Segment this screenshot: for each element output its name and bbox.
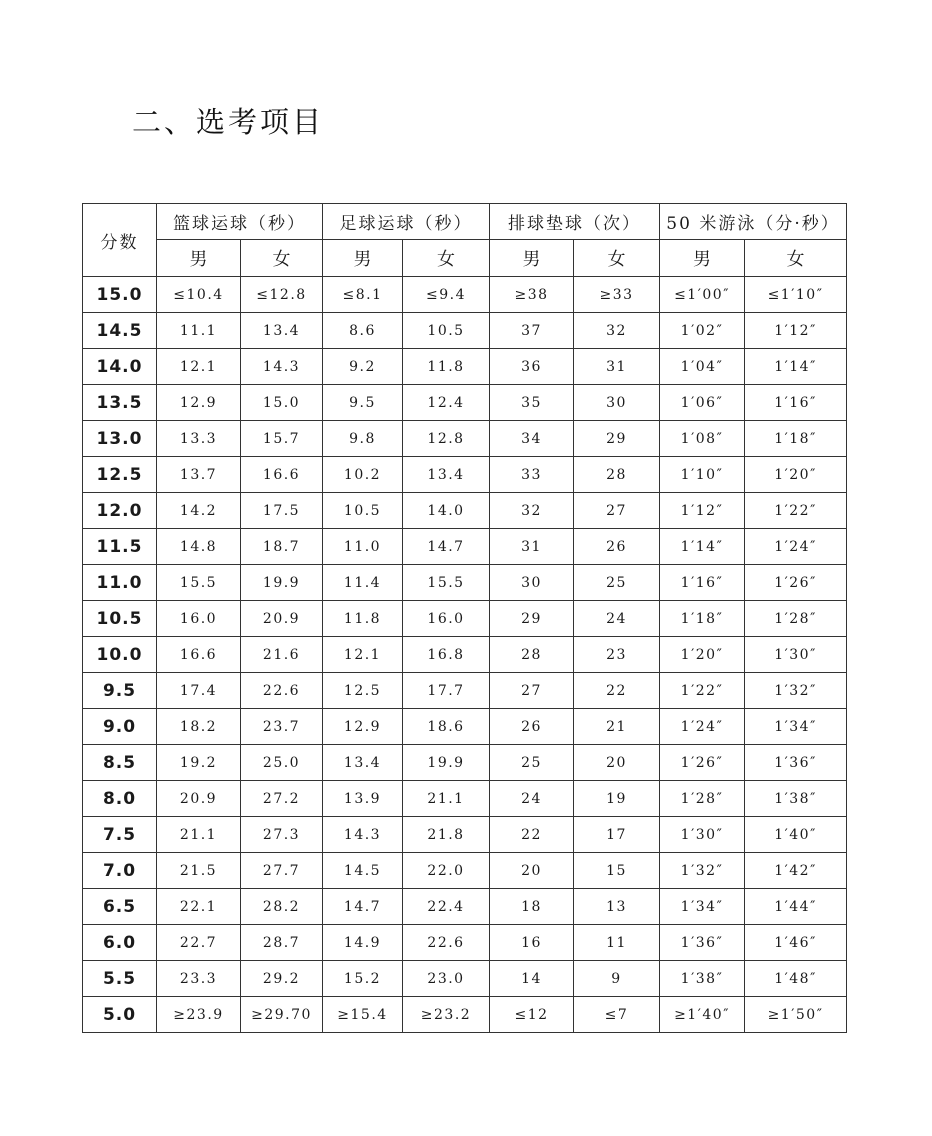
score-cell: 8.5 (83, 745, 157, 781)
value-cell: 12.4 (403, 385, 490, 421)
score-cell: 9.5 (83, 673, 157, 709)
score-cell: 6.5 (83, 889, 157, 925)
value-cell: 15.5 (403, 565, 490, 601)
value-cell: 1′22″ (745, 493, 847, 529)
header-row-events (83, 204, 847, 240)
value-cell: ≥38 (490, 277, 574, 313)
value-cell: 27.2 (241, 781, 323, 817)
value-cell: 37 (490, 313, 574, 349)
value-cell: 1′34″ (745, 709, 847, 745)
value-cell: 20.9 (157, 781, 241, 817)
value-cell: 1′14″ (745, 349, 847, 385)
value-cell: 1′40″ (745, 817, 847, 853)
table-row (83, 421, 847, 457)
score-cell: 7.5 (83, 817, 157, 853)
score-table (82, 203, 847, 1033)
value-cell: 11.0 (323, 529, 403, 565)
value-cell: 22.4 (403, 889, 490, 925)
table-row (83, 565, 847, 601)
value-cell: 13.7 (157, 457, 241, 493)
value-cell: 13.3 (157, 421, 241, 457)
score-cell: 5.5 (83, 961, 157, 997)
value-cell: 29 (490, 601, 574, 637)
value-cell: 13.4 (403, 457, 490, 493)
value-cell: ≥1′40″ (660, 997, 745, 1033)
value-cell: 26 (574, 529, 660, 565)
value-cell: 21.6 (241, 637, 323, 673)
value-cell: 1′08″ (660, 421, 745, 457)
value-cell: 1′36″ (745, 745, 847, 781)
value-cell: 1′24″ (745, 529, 847, 565)
value-cell: 19.9 (241, 565, 323, 601)
value-cell: ≥29.70 (241, 997, 323, 1033)
value-cell: 14.7 (403, 529, 490, 565)
event-header-volleyball: 排球垫球（次） (490, 204, 660, 240)
gender-header: 女 (574, 240, 660, 277)
value-cell: 1′12″ (660, 493, 745, 529)
score-cell: 7.0 (83, 853, 157, 889)
value-cell: 1′18″ (745, 421, 847, 457)
value-cell: 15.2 (323, 961, 403, 997)
score-cell: 5.0 (83, 997, 157, 1033)
value-cell: 13.4 (241, 313, 323, 349)
value-cell: 11.8 (323, 601, 403, 637)
gender-header: 男 (490, 240, 574, 277)
score-cell: 10.0 (83, 637, 157, 673)
value-cell: 14 (490, 961, 574, 997)
value-cell: 16.0 (403, 601, 490, 637)
score-column-header: 分数 (83, 204, 157, 277)
value-cell: 22 (490, 817, 574, 853)
value-cell: 1′14″ (660, 529, 745, 565)
table-row (83, 889, 847, 925)
value-cell: 1′32″ (660, 853, 745, 889)
value-cell: 30 (490, 565, 574, 601)
page-title: 二、选考项目 (132, 105, 325, 139)
value-cell: 13.9 (323, 781, 403, 817)
score-cell: 12.0 (83, 493, 157, 529)
value-cell: ≤1′10″ (745, 277, 847, 313)
value-cell: 20 (574, 745, 660, 781)
value-cell: ≤10.4 (157, 277, 241, 313)
value-cell: 15.7 (241, 421, 323, 457)
value-cell: 1′06″ (660, 385, 745, 421)
value-cell: 1′28″ (660, 781, 745, 817)
score-cell: 13.5 (83, 385, 157, 421)
gender-header: 女 (403, 240, 490, 277)
table-row (83, 493, 847, 529)
value-cell: 16.6 (157, 637, 241, 673)
value-cell: 1′38″ (660, 961, 745, 997)
value-cell: 18.2 (157, 709, 241, 745)
value-cell: 1′32″ (745, 673, 847, 709)
value-cell: 36 (490, 349, 574, 385)
value-cell: 1′26″ (745, 565, 847, 601)
value-cell: ≥1′50″ (745, 997, 847, 1033)
value-cell: 22.1 (157, 889, 241, 925)
value-cell: 1′16″ (660, 565, 745, 601)
value-cell: 9.5 (323, 385, 403, 421)
value-cell: 14.2 (157, 493, 241, 529)
value-cell: ≤12.8 (241, 277, 323, 313)
value-cell: 1′30″ (745, 637, 847, 673)
table-row (83, 457, 847, 493)
score-cell: 9.0 (83, 709, 157, 745)
value-cell: 15 (574, 853, 660, 889)
value-cell: 35 (490, 385, 574, 421)
value-cell: 22.6 (403, 925, 490, 961)
value-cell: 17 (574, 817, 660, 853)
value-cell: 1′28″ (745, 601, 847, 637)
score-cell: 14.5 (83, 313, 157, 349)
value-cell: ≥23.9 (157, 997, 241, 1033)
value-cell: 28 (490, 637, 574, 673)
table-row (83, 673, 847, 709)
value-cell: 33 (490, 457, 574, 493)
gender-header: 男 (660, 240, 745, 277)
value-cell: 1′36″ (660, 925, 745, 961)
score-cell: 11.5 (83, 529, 157, 565)
value-cell: 14.7 (323, 889, 403, 925)
value-cell: ≤12 (490, 997, 574, 1033)
gender-header: 女 (241, 240, 323, 277)
value-cell: 14.3 (241, 349, 323, 385)
value-cell: ≥33 (574, 277, 660, 313)
table-row (83, 637, 847, 673)
value-cell: 20.9 (241, 601, 323, 637)
value-cell: 12.1 (323, 637, 403, 673)
score-cell: 15.0 (83, 277, 157, 313)
score-cell: 6.0 (83, 925, 157, 961)
table-row (83, 313, 847, 349)
value-cell: 16.6 (241, 457, 323, 493)
value-cell: 12.8 (403, 421, 490, 457)
value-cell: 16 (490, 925, 574, 961)
value-cell: 21.5 (157, 853, 241, 889)
value-cell: 11.8 (403, 349, 490, 385)
gender-header: 男 (323, 240, 403, 277)
value-cell: 23.3 (157, 961, 241, 997)
value-cell: 9 (574, 961, 660, 997)
value-cell: 1′46″ (745, 925, 847, 961)
value-cell: 1′20″ (745, 457, 847, 493)
value-cell: 12.1 (157, 349, 241, 385)
value-cell: 27 (490, 673, 574, 709)
value-cell: 25.0 (241, 745, 323, 781)
value-cell: 18.6 (403, 709, 490, 745)
table-row (83, 529, 847, 565)
value-cell: 20 (490, 853, 574, 889)
table-row (83, 817, 847, 853)
score-cell: 13.0 (83, 421, 157, 457)
value-cell: ≥15.4 (323, 997, 403, 1033)
value-cell: 30 (574, 385, 660, 421)
value-cell: 13.4 (323, 745, 403, 781)
value-cell: 16.0 (157, 601, 241, 637)
value-cell: 26 (490, 709, 574, 745)
value-cell: 1′02″ (660, 313, 745, 349)
value-cell: 29 (574, 421, 660, 457)
value-cell: 24 (574, 601, 660, 637)
value-cell: 18 (490, 889, 574, 925)
value-cell: 15.0 (241, 385, 323, 421)
value-cell: 27 (574, 493, 660, 529)
table-row (83, 997, 847, 1033)
value-cell: 1′22″ (660, 673, 745, 709)
value-cell: 12.5 (323, 673, 403, 709)
value-cell: 21.1 (403, 781, 490, 817)
table-row (83, 385, 847, 421)
value-cell: 1′20″ (660, 637, 745, 673)
value-cell: 22.6 (241, 673, 323, 709)
value-cell: 8.6 (323, 313, 403, 349)
value-cell: 27.7 (241, 853, 323, 889)
value-cell: 28.2 (241, 889, 323, 925)
value-cell: ≤7 (574, 997, 660, 1033)
value-cell: ≤8.1 (323, 277, 403, 313)
value-cell: 10.2 (323, 457, 403, 493)
value-cell: 1′26″ (660, 745, 745, 781)
value-cell: 14.3 (323, 817, 403, 853)
value-cell: 12.9 (157, 385, 241, 421)
value-cell: ≤9.4 (403, 277, 490, 313)
value-cell: 14.8 (157, 529, 241, 565)
value-cell: 1′38″ (745, 781, 847, 817)
table-row (83, 277, 847, 313)
table-row (83, 961, 847, 997)
score-cell: 10.5 (83, 601, 157, 637)
value-cell: 14.0 (403, 493, 490, 529)
score-cell: 8.0 (83, 781, 157, 817)
table-row (83, 745, 847, 781)
table-row (83, 925, 847, 961)
table-row (83, 709, 847, 745)
value-cell: 16.8 (403, 637, 490, 673)
value-cell: 32 (574, 313, 660, 349)
value-cell: 1′24″ (660, 709, 745, 745)
value-cell: 25 (490, 745, 574, 781)
value-cell: ≤1′00″ (660, 277, 745, 313)
value-cell: 21 (574, 709, 660, 745)
value-cell: 1′44″ (745, 889, 847, 925)
event-header-basketball: 篮球运球（秒） (157, 204, 323, 240)
value-cell: 11 (574, 925, 660, 961)
gender-header: 男 (157, 240, 241, 277)
value-cell: 10.5 (323, 493, 403, 529)
value-cell: 1′04″ (660, 349, 745, 385)
event-header-football: 足球运球（秒） (323, 204, 490, 240)
value-cell: 9.8 (323, 421, 403, 457)
value-cell: 12.9 (323, 709, 403, 745)
value-cell: 1′18″ (660, 601, 745, 637)
score-cell: 11.0 (83, 565, 157, 601)
value-cell: 32 (490, 493, 574, 529)
gender-header: 女 (745, 240, 847, 277)
value-cell: 34 (490, 421, 574, 457)
value-cell: 1′16″ (745, 385, 847, 421)
value-cell: 23.7 (241, 709, 323, 745)
value-cell: 17.4 (157, 673, 241, 709)
value-cell: 11.4 (323, 565, 403, 601)
value-cell: 14.5 (323, 853, 403, 889)
value-cell: 17.7 (403, 673, 490, 709)
value-cell: 14.9 (323, 925, 403, 961)
table-body (83, 277, 847, 1033)
header-row-genders (83, 240, 847, 277)
table-row (83, 601, 847, 637)
value-cell: 22 (574, 673, 660, 709)
table-row (83, 853, 847, 889)
value-cell: 23 (574, 637, 660, 673)
value-cell: 1′42″ (745, 853, 847, 889)
table-row (83, 781, 847, 817)
value-cell: 10.5 (403, 313, 490, 349)
value-cell: 9.2 (323, 349, 403, 385)
value-cell: 21.8 (403, 817, 490, 853)
value-cell: 23.0 (403, 961, 490, 997)
value-cell: 25 (574, 565, 660, 601)
value-cell: 13 (574, 889, 660, 925)
value-cell: 22.7 (157, 925, 241, 961)
value-cell: 28 (574, 457, 660, 493)
value-cell: 28.7 (241, 925, 323, 961)
value-cell: 29.2 (241, 961, 323, 997)
value-cell: 31 (490, 529, 574, 565)
value-cell: 11.1 (157, 313, 241, 349)
value-cell: 18.7 (241, 529, 323, 565)
value-cell: 19 (574, 781, 660, 817)
value-cell: 1′30″ (660, 817, 745, 853)
value-cell: 19.2 (157, 745, 241, 781)
score-cell: 12.5 (83, 457, 157, 493)
value-cell: 1′48″ (745, 961, 847, 997)
value-cell: 15.5 (157, 565, 241, 601)
value-cell: 1′12″ (745, 313, 847, 349)
value-cell: ≥23.2 (403, 997, 490, 1033)
event-header-swimming: 50 米游泳（分·秒） (660, 204, 847, 240)
value-cell: 24 (490, 781, 574, 817)
value-cell: 21.1 (157, 817, 241, 853)
value-cell: 22.0 (403, 853, 490, 889)
table-row (83, 349, 847, 385)
value-cell: 27.3 (241, 817, 323, 853)
value-cell: 1′10″ (660, 457, 745, 493)
value-cell: 1′34″ (660, 889, 745, 925)
value-cell: 17.5 (241, 493, 323, 529)
score-cell: 14.0 (83, 349, 157, 385)
value-cell: 31 (574, 349, 660, 385)
value-cell: 19.9 (403, 745, 490, 781)
